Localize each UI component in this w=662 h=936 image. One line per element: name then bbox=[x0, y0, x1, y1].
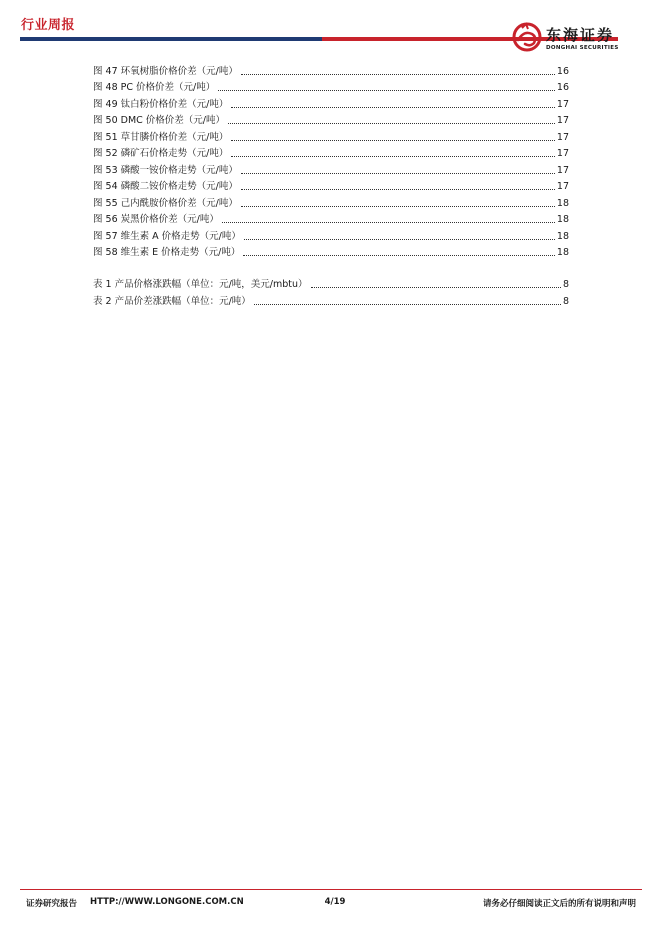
toc-leader-dots bbox=[244, 238, 555, 240]
footer-disclaimer: 请务必仔细阅读正文后的所有说明和声明 bbox=[482, 899, 636, 909]
header-divider-navy bbox=[20, 37, 322, 41]
toc-entry[interactable] bbox=[93, 62, 569, 78]
toc-leader-dots bbox=[222, 221, 555, 223]
toc-entry-page: 17 bbox=[556, 148, 569, 159]
toc-leader-dots bbox=[241, 188, 555, 190]
toc-entry[interactable] bbox=[93, 194, 569, 210]
toc-entry[interactable] bbox=[93, 210, 569, 226]
toc-entry-page: 16 bbox=[556, 66, 569, 77]
toc-leader-dots bbox=[228, 122, 555, 124]
toc-leader-dots bbox=[231, 139, 555, 141]
toc-entry-page: 17 bbox=[556, 181, 569, 192]
toc-entry-page: 18 bbox=[556, 214, 569, 225]
toc-leader-dots bbox=[243, 254, 555, 256]
toc-entry-page: 17 bbox=[556, 99, 569, 110]
toc-entry-label: 图 49 钛白粉价格价差（元/吨） bbox=[93, 99, 229, 110]
toc-entry-label: 图 56 炭黑价格价差（元/吨） bbox=[93, 214, 219, 225]
toc-entry-page: 16 bbox=[556, 82, 569, 93]
report-type-title: 行业周报 bbox=[21, 18, 76, 33]
page-number: 4/19 bbox=[324, 897, 346, 907]
footer-report-label: 证券研究报告 bbox=[26, 899, 78, 909]
toc-entry-page: 18 bbox=[556, 231, 569, 242]
footer-divider bbox=[20, 889, 642, 890]
toc-entry[interactable] bbox=[93, 243, 569, 259]
toc-entry-label: 图 51 草甘膦价格价差（元/吨） bbox=[93, 132, 229, 143]
toc-entry-label: 图 50 DMC 价格价差（元/吨） bbox=[93, 115, 225, 126]
toc-leader-dots bbox=[241, 172, 555, 174]
toc-entry-label: 图 52 磷矿石价格走势（元/吨） bbox=[93, 148, 229, 159]
toc-entry[interactable] bbox=[93, 227, 569, 243]
toc-entry-label: 表 1 产品价格涨跌幅（单位：元/吨，美元/mbtu） bbox=[93, 279, 308, 290]
toc-leader-dots bbox=[241, 205, 555, 207]
toc-entry-label: 表 2 产品价差涨跌幅（单位：元/吨） bbox=[93, 296, 251, 307]
dragon-logo-icon bbox=[510, 20, 544, 54]
toc-leader-dots bbox=[231, 106, 555, 108]
footer-website-link[interactable]: HTTP://WWW.LONGONE.COM.CN bbox=[90, 897, 244, 907]
toc-entry[interactable] bbox=[93, 144, 569, 160]
toc-entry-page: 18 bbox=[556, 247, 569, 258]
toc-leader-dots bbox=[241, 73, 555, 75]
toc-leader-dots bbox=[311, 286, 561, 288]
toc-entry-page: 17 bbox=[556, 165, 569, 176]
toc-leader-dots bbox=[254, 303, 561, 305]
company-logo bbox=[510, 20, 632, 56]
toc-entry-page: 8 bbox=[562, 279, 569, 290]
toc-entry[interactable] bbox=[93, 95, 569, 111]
toc-entry-label: 图 57 维生素 A 价格走势（元/吨） bbox=[93, 231, 241, 242]
toc-entry-label: 图 54 磷酸二铵价格走势（元/吨） bbox=[93, 181, 238, 192]
toc-table-entry[interactable] bbox=[93, 275, 569, 291]
toc-entry-page: 8 bbox=[562, 296, 569, 307]
toc-leader-dots bbox=[218, 89, 555, 91]
toc-entry-page: 17 bbox=[556, 115, 569, 126]
toc-entry[interactable] bbox=[93, 161, 569, 177]
toc-entry-label: 图 48 PC 价格价差（元/吨） bbox=[93, 82, 216, 93]
toc-entry[interactable] bbox=[93, 111, 569, 127]
logo-english-name: DONGHAI SECURITIES bbox=[546, 45, 619, 51]
toc-leader-dots bbox=[231, 155, 555, 157]
toc-entry[interactable] bbox=[93, 128, 569, 144]
toc-entry-page: 17 bbox=[556, 132, 569, 143]
toc-entry[interactable] bbox=[93, 78, 569, 94]
logo-chinese-name: 东海证券 bbox=[546, 26, 615, 44]
toc-entry-label: 图 47 环氧树脂价格价差（元/吨） bbox=[93, 66, 238, 77]
toc-entry-label: 图 55 己内酰胺价格价差（元/吨） bbox=[93, 198, 238, 209]
toc-entry-label: 图 53 磷酸一铵价格走势（元/吨） bbox=[93, 165, 238, 176]
toc-entry-page: 18 bbox=[556, 198, 569, 209]
toc-entry[interactable] bbox=[93, 177, 569, 193]
toc-table-entry[interactable] bbox=[93, 292, 569, 308]
toc-entry-label: 图 58 维生素 E 价格走势（元/吨） bbox=[93, 247, 241, 258]
